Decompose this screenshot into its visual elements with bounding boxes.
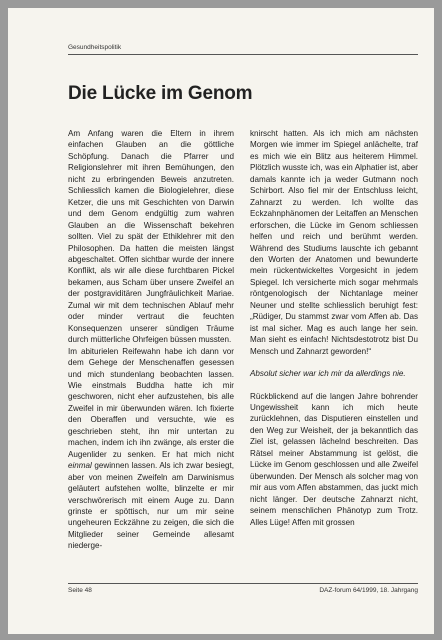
paragraph: Am Anfang waren die Eltern in ihrem einfachen Glauben an die göttliche Schöpfung. Danach die Pfarrer und Religionslehrer mit ihren Bemühungen, den nicht zu erbringenden Beweis anzutreten. Schliesslich kamen die Biologielehrer, diese Ketzer, die uns mit Geschichten von Darwin und dem Genom endgültig zum wahren Glauben an die Wissenschaft bekehren sollten. Viel zu spät der Ethiklehrer mit den Philosophen. Da hatten die meisten längst abgeschaltet. Offen sichtbar wurde der innere Konflikt, als wir alle diese furchtbaren Pickel bekamen, aus Scham über unsere Zweifel an der postgraviditären Jungfräulichkeit Mariae. Zumal wir mit dem technischen Ablauf mehr oder minder vertraut die feuchten Konsequenzen unserer sündigen Träume durch mütterliche Ohrfeigen büssen mussten.	[68, 129, 234, 345]
journal-page	[8, 8, 434, 634]
paragraph-text: gewinnen lassen. Als ich zwar besiegt, aber von meinen Zweifeln am Darwinismus geläutert aufstehen wollte, blinzelte er mir verschwörerisch mit einem Auge zu. Dann grinste er spöttisch, nur um mir seine ungeheuren Eckzähne zu zeigen, die sich die Mitglieder seiner Gemeinde allesamt niederge-	[68, 461, 234, 551]
section-label: Gesundheitspolitik	[68, 44, 122, 51]
paragraph	[68, 346, 234, 552]
header-rule	[68, 54, 418, 55]
emphasis-text: einmal	[68, 461, 92, 471]
paragraph: Rückblickend auf die langen Jahre bohrender Ungewissheit kann ich mich heute zurücklehnen, das Disputieren einstellen und den Weg zur Weisheit, der ja bekanntlich das Ziel ist, gelassen lächelnd beschreiten. Das Rätsel meiner Abstammung ist gelöst, die Lücke im Genom geschlossen und alle Zweifel überwunden. Der Mensch als solcher mag von mir aus vom Affen abstammen, das juckt mich nicht länger. Der deutsche Zahnarzt nicht, seinem menschlichen Phänotyp zum Trotz. Alles Lüge! Affen mit grossen	[250, 391, 418, 527]
paragraph: knirscht hatten. Als ich mich am nächsten Morgen wie immer im Spiegel anlächelte, traf es mich wie ein Blitz aus heiterem Himmel. Plötzlich wusste ich, was ein Alphatier ist, aber damals kannte ich ja weder Gutmann noch Schirbort. Also fiel mir der Entschluss leicht, Zahnarzt zu werden. Ich wollte das Eckzahnphänomen der Leitaffen an Menschen erforschen, die Lücke im Genom schliessen helfen und reich und berühmt werden. Während des Studiums lauschte ich gebannt den Worten der Anatomen und bewunderte mein rückentwickeltes Vorgesicht in jedem Spiegel. Ich versicherte mich sogar mehrmals röntgenologisch der Nichtanlage meiner Neuner und stellte schliesslich beruhigt fest: „Rüdiger, Du stammst zwar vom Affen ab. Das ist mal sicher. Mag es auch lange her sein. Man sieht es einfach! Nichtsdestotrotz bist Du Mensch und Zahnarzt geworden!“	[250, 129, 418, 356]
footer-rule	[68, 583, 418, 584]
paragraph-text: Im abiturielen Reifewahn habe ich dann vor dem Gehege der Menschenaffen gesessen und mich stundenlang beobachten lassen. Wie einstmals Buddha hatte ich mir geschworen, nicht eher aufzustehen, bis alle Zweifel in mir überwunden wären. Ich fixierte den Oberaffen und versuchte, wie es geschrieben steht, ihn mir untertan zu machen, indem ich ihn zwänge, als erster die Augenlider zu senken. Er hat mich nicht	[68, 346, 234, 459]
page-number: Seite 48	[68, 587, 92, 594]
right-column	[250, 128, 418, 528]
pull-quote: Absolut sicher war ich mir da allerdings nie.	[250, 369, 406, 379]
left-column	[68, 128, 234, 552]
article-title: Die Lücke im Genom	[68, 82, 253, 104]
journal-citation: DAZ-forum 64/1999, 18. Jahrgang	[319, 587, 418, 594]
